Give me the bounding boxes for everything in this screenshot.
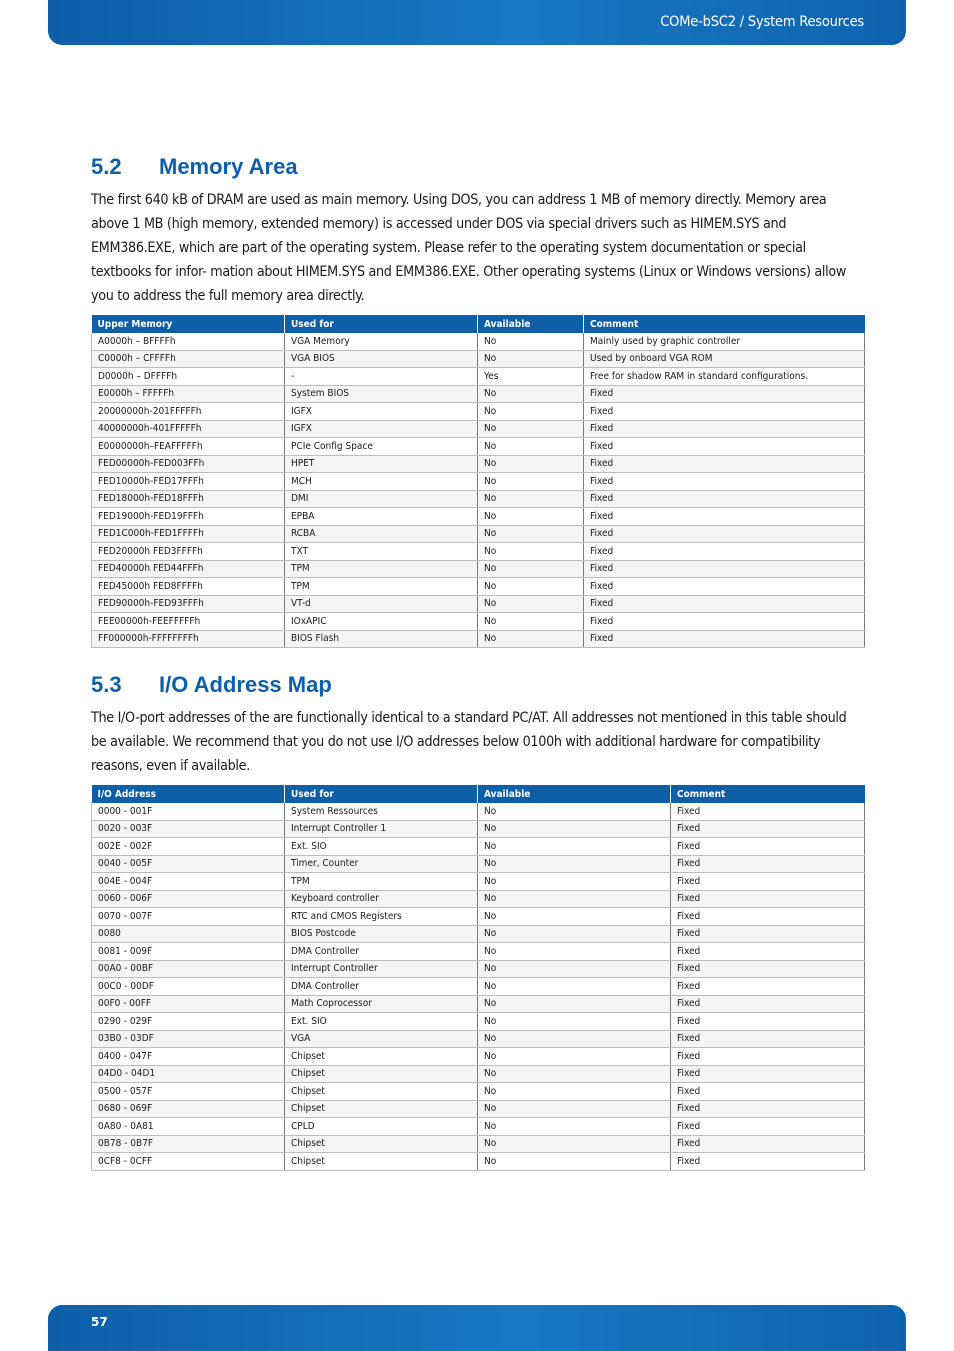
table-cell: 0290 - 029F [92,1013,285,1031]
table-row [92,473,865,491]
table-row [92,803,865,820]
table-cell: 0020 - 003F [92,820,285,838]
table-cell: Fixed [671,1030,865,1048]
table-cell: FED90000h-FED93FFFh [92,595,285,613]
table-row [92,1135,865,1153]
table-cell: No [478,438,584,456]
table-cell: Math Coprocessor [285,995,478,1013]
table-cell: A0000h – BFFFFh [92,333,285,350]
table-cell: 0070 - 007F [92,908,285,926]
table-cell: 0000 - 001F [92,803,285,820]
table-cell: 20000000h-201FFFFFh [92,403,285,421]
table-row [92,890,865,908]
table-cell: MCH [285,473,478,491]
table-cell: Chipset [285,1065,478,1083]
table-cell: VGA Memory [285,333,478,350]
table-cell: 0060 - 006F [92,890,285,908]
table-row [92,1100,865,1118]
table-cell: 0B78 - 0B7F [92,1135,285,1153]
table-cell: Fixed [584,543,865,561]
table-cell: E0000h – FFFFFh [92,385,285,403]
table-cell: No [478,525,584,543]
table-cell: Fixed [671,1153,865,1171]
table-cell: No [478,350,584,368]
table-cell: Fixed [671,855,865,873]
table-cell: No [478,385,584,403]
table-cell: TXT [285,543,478,561]
table-cell: IGFX [285,420,478,438]
table-cell: D0000h – DFFFFh [92,368,285,386]
table-cell: Fixed [671,1013,865,1031]
io-table-header [92,785,865,803]
table-cell: Yes [478,368,584,386]
section-number: 5.3 [91,672,122,697]
table-cell: 0081 - 009F [92,943,285,961]
col-header-upper-memory: Upper Memory [92,315,285,333]
table-cell: FED18000h-FED18FFFh [92,490,285,508]
table-cell: BIOS Postcode [285,925,478,943]
table-row [92,943,865,961]
table-cell: FF000000h-FFFFFFFFh [92,630,285,648]
table-row [92,873,865,891]
table-cell: No [478,873,671,891]
table-cell: Fixed [584,385,865,403]
table-cell: No [478,1065,671,1083]
table-cell: Fixed [671,1048,865,1066]
table-cell: 00A0 - 00BF [92,960,285,978]
table-cell: 00F0 - 00FF [92,995,285,1013]
table-cell: Free for shadow RAM in standard configurations. [584,368,865,386]
table-cell: BIOS Flash [285,630,478,648]
table-row [92,960,865,978]
table-cell: Fixed [671,943,865,961]
table-cell: Fixed [671,960,865,978]
table-cell: Chipset [285,1153,478,1171]
table-row [92,978,865,996]
table-row [92,1013,865,1031]
col-header-available: Available [478,785,671,803]
table-row [92,630,865,648]
table-row [92,995,865,1013]
table-cell: FED20000h FED3FFFFh [92,543,285,561]
table-cell: Fixed [584,630,865,648]
table-cell: No [478,403,584,421]
table-cell: Fixed [584,490,865,508]
table-cell: 0CF8 - 0CFF [92,1153,285,1171]
col-header-comment: Comment [671,785,865,803]
table-row [92,1065,865,1083]
table-cell: 004E - 004F [92,873,285,891]
table-cell: FED19000h-FED19FFFh [92,508,285,526]
table-cell: No [478,613,584,631]
table-row [92,578,865,596]
table-cell: IGFX [285,403,478,421]
table-row [92,1048,865,1066]
table-row [92,368,865,386]
table-cell: No [478,1013,671,1031]
table-cell: DMA Controller [285,943,478,961]
table-cell: No [478,490,584,508]
page-header [48,0,906,45]
table-cell: No [478,890,671,908]
table-cell: No [478,978,671,996]
table-cell: Used by onboard VGA ROM [584,350,865,368]
col-header-available: Available [478,315,584,333]
table-cell: PCIe Config Space [285,438,478,456]
table-cell: Fixed [671,1065,865,1083]
table-cell: No [478,543,584,561]
table-cell: 0080 [92,925,285,943]
table-row [92,595,865,613]
table-cell: Fixed [671,873,865,891]
table-cell: No [478,578,584,596]
table-cell: Fixed [584,455,865,473]
col-header-used-for: Used for [285,785,478,803]
table-cell: Fixed [584,595,865,613]
table-row [92,490,865,508]
table-cell: No [478,630,584,648]
table-cell: No [478,908,671,926]
col-header-io-address: I/O Address [92,785,285,803]
table-cell: No [478,1100,671,1118]
table-cell: System BIOS [285,385,478,403]
table-cell: C0000h – CFFFFh [92,350,285,368]
table-cell: Fixed [584,560,865,578]
table-cell: Ext. SIO [285,1013,478,1031]
table-row [92,420,865,438]
table-cell: DMI [285,490,478,508]
table-cell: Fixed [671,925,865,943]
section-heading [91,670,864,700]
table-cell: 0680 - 069F [92,1100,285,1118]
table-cell: FED00000h-FED003FFh [92,455,285,473]
table-cell: No [478,1030,671,1048]
table-cell: Fixed [584,578,865,596]
table-cell: FED40000h FED44FFFh [92,560,285,578]
table-cell: RCBA [285,525,478,543]
memory-table-header [92,315,865,333]
table-cell: No [478,560,584,578]
table-cell: Timer, Counter [285,855,478,873]
table-cell: FED45000h FED8FFFFh [92,578,285,596]
table-cell: EPBA [285,508,478,526]
table-row [92,820,865,838]
table-row [92,385,865,403]
table-row [92,838,865,856]
table-row [92,925,865,943]
table-cell: FED10000h-FED17FFFh [92,473,285,491]
table-cell: Fixed [671,1100,865,1118]
header-title: COMe-bSC2 / System Resources [660,14,864,30]
table-cell: No [478,1135,671,1153]
table-cell: Fixed [671,908,865,926]
table-cell: Fixed [671,1083,865,1101]
col-header-used-for: Used for [285,315,478,333]
table-cell: 40000000h-401FFFFFh [92,420,285,438]
memory-paragraph: The first 640 kB of DRAM are used as main memory. Using DOS, you can address 1 MB of memory directly. Memory area above 1 MB (high memory, extended memory) is accessed under DOS via special drivers such as HIMEM.SYS and EMM386.EXE, which are part of the operating system. Please refer to the operating system documentation or special textbooks for infor- mation about HIMEM.SYS and EMM386.EXE. Other operating systems (Linux or Windows versions) allow you to address the full memory area directly. [91,192,847,304]
table-cell: TPM [285,560,478,578]
table-cell: Fixed [671,978,865,996]
table-cell: DMA Controller [285,978,478,996]
table-row [92,403,865,421]
table-cell: No [478,943,671,961]
section-heading [91,152,864,182]
table-cell: No [478,1153,671,1171]
table-row [92,560,865,578]
table-cell: TPM [285,578,478,596]
table-cell: Interrupt Controller [285,960,478,978]
table-cell: E0000000h–FEAFFFFFh [92,438,285,456]
table-row [92,613,865,631]
io-paragraph: The I/O-port addresses of the are functionally identical to a standard PC/AT. All addresses not mentioned in this table should be available. We recommend that you do not use I/O addresses below 0100h with additional hardware for compatibility reasons, even if available. [91,710,847,774]
table-cell: Fixed [671,803,865,820]
section-title: I/O Address Map [159,672,332,697]
table-cell: Fixed [584,438,865,456]
table-cell: No [478,455,584,473]
table-cell: No [478,595,584,613]
table-row [92,455,865,473]
table-cell: Chipset [285,1048,478,1066]
page-footer [48,1305,906,1351]
table-cell: Ext. SIO [285,838,478,856]
table-row [92,855,865,873]
table-cell: No [478,1048,671,1066]
memory-area-section [91,152,864,648]
section-title: Memory Area [159,154,298,179]
table-cell: FEE00000h-FEEFFFFFh [92,613,285,631]
table-cell: Fixed [671,1118,865,1136]
table-cell: Fixed [584,525,865,543]
section-number: 5.2 [91,154,122,179]
table-cell: - [285,368,478,386]
table-cell: HPET [285,455,478,473]
table-cell: Fixed [671,820,865,838]
table-cell: No [478,508,584,526]
table-cell: No [478,820,671,838]
table-cell: No [478,995,671,1013]
table-cell: Chipset [285,1135,478,1153]
table-cell: Fixed [584,473,865,491]
table-cell: Fixed [584,403,865,421]
table-cell: Fixed [671,890,865,908]
table-cell: 04D0 - 04D1 [92,1065,285,1083]
table-cell: Chipset [285,1083,478,1101]
table-cell: No [478,855,671,873]
table-cell: Fixed [671,838,865,856]
table-cell: FED1C000h-FED1FFFFh [92,525,285,543]
table-row [92,543,865,561]
table-cell: Keyboard controller [285,890,478,908]
table-cell: No [478,1118,671,1136]
table-cell: 00C0 - 00DF [92,978,285,996]
table-cell: VT-d [285,595,478,613]
table-cell: No [478,473,584,491]
table-cell: No [478,838,671,856]
table-cell: CPLD [285,1118,478,1136]
page-number: 57 [91,1315,108,1329]
table-cell: 0500 - 057F [92,1083,285,1101]
table-cell: Fixed [671,1135,865,1153]
table-row [92,1083,865,1101]
table-cell: No [478,1083,671,1101]
table-cell: Mainly used by graphic controller [584,333,865,350]
table-cell: VGA BIOS [285,350,478,368]
table-cell: Interrupt Controller 1 [285,820,478,838]
io-table [91,785,865,1171]
table-cell: No [478,803,671,820]
table-cell: Chipset [285,1100,478,1118]
table-cell: 0040 - 005F [92,855,285,873]
table-cell: 0400 - 047F [92,1048,285,1066]
table-cell: Fixed [671,995,865,1013]
table-cell: RTC and CMOS Registers [285,908,478,926]
col-header-comment: Comment [584,315,865,333]
memory-table [91,315,865,648]
table-row [92,350,865,368]
table-cell: Fixed [584,420,865,438]
table-row [92,908,865,926]
table-cell: VGA [285,1030,478,1048]
table-cell: 002E - 002F [92,838,285,856]
io-address-map-section [91,670,864,1171]
table-row [92,1153,865,1171]
table-row [92,525,865,543]
table-cell: No [478,420,584,438]
table-cell: IOxAPIC [285,613,478,631]
table-row [92,1118,865,1136]
table-cell: 0A80 - 0A81 [92,1118,285,1136]
table-cell: Fixed [584,613,865,631]
table-row [92,333,865,350]
table-cell: TPM [285,873,478,891]
table-cell: 03B0 - 03DF [92,1030,285,1048]
table-cell: No [478,333,584,350]
table-cell: No [478,925,671,943]
table-row [92,438,865,456]
table-row [92,508,865,526]
table-cell: System Ressources [285,803,478,820]
table-row [92,1030,865,1048]
table-cell: No [478,960,671,978]
table-cell: Fixed [584,508,865,526]
